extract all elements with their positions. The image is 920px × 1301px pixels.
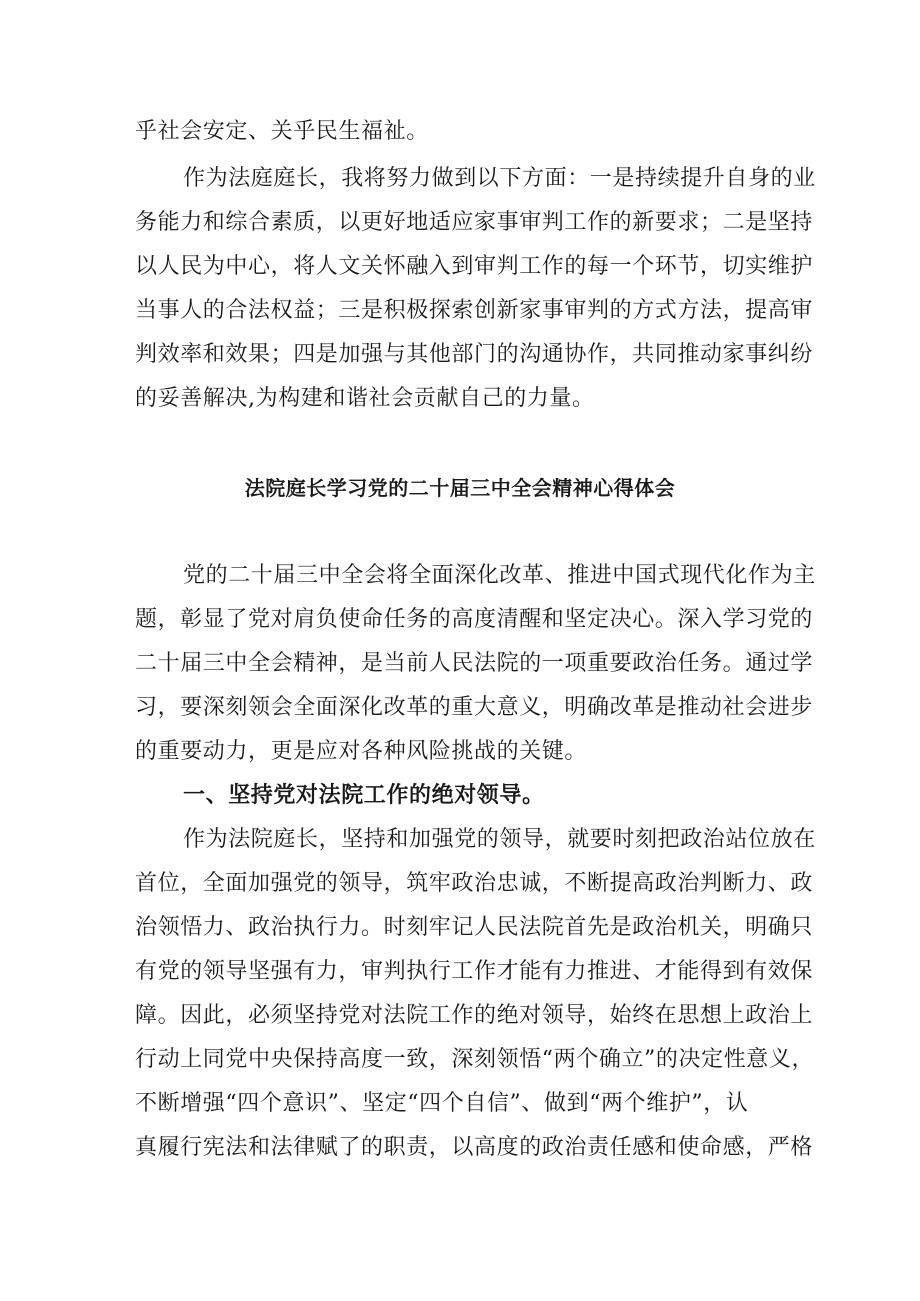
text-line: 当事人的合法权益；三是积极探索创新家事审判的方式方法，提高审 bbox=[135, 298, 814, 323]
text-line: 乎社会安定、关乎民生福祉。 bbox=[135, 119, 429, 144]
text-line: 作为法庭庭长，我将努力做到以下方面：一是持续提升自身的业 bbox=[183, 166, 816, 191]
text-line: 障。因此，必须坚持党对法院工作的绝对领导，始终在思想上政治上 bbox=[135, 1003, 814, 1028]
text-line: 有党的领导坚强有力，审判执行工作才能有力推进、才能得到有效保 bbox=[135, 959, 814, 984]
text-line: 的重要动力，更是应对各种风险挑战的关键。 bbox=[135, 739, 588, 764]
text-line: 判效率和效果；四是加强与其他部门的沟通协作，共同推动家事纠纷 bbox=[135, 342, 814, 367]
text-line: 作为法院庭长，坚持和加强党的领导，就要时刻把政治站位放在 bbox=[183, 827, 816, 852]
text-line: 习，要深刻领会全面深化改革的重大意义，明确改革是推动社会进步 bbox=[135, 695, 814, 720]
text-line: 题，彰显了党对肩负使命任务的高度清醒和坚定决心。深入学习党的 bbox=[135, 607, 814, 632]
text-line: 以人民为中心，将人文关怀融入到审判工作的每一个环节，切实维护 bbox=[135, 254, 814, 279]
text-line: 的妥善解决,为构建和谐社会贡献自己的力量。 bbox=[135, 386, 595, 411]
text-line: 首位，全面加强党的领导，筑牢政治忠诚，不断提高政治判断力、政 bbox=[135, 871, 814, 896]
section-heading: 一、坚持党对法院工作的绝对领导。 bbox=[183, 783, 545, 808]
text-line: 二十届三中全会精神，是当前人民法院的一项重要政治任务。通过学 bbox=[135, 651, 814, 676]
text-line: 党的二十届三中全会将全面深化改革、推进中国式现代化作为主 bbox=[183, 563, 816, 588]
article-title: 法院庭长学习党的二十届三中全会精神心得体会 bbox=[244, 476, 676, 500]
text-line: 真履行宪法和法律赋了的职责，以高度的政治责任感和使命感，严格 bbox=[135, 1135, 814, 1160]
text-line: 治领悟力、政治执行力。时刻牢记人民法院首先是政治机关，明确只 bbox=[135, 915, 814, 940]
text-line: 不断增强“四个意识”、坚定“四个自信”、做到“两个维护”，认 bbox=[135, 1091, 749, 1116]
text-line: 行动上同党中央保持高度一致，深刻领悟“两个确立”的决定性意义， bbox=[135, 1047, 815, 1072]
text-line: 务能力和综合素质，以更好地适应家事审判工作的新要求；二是坚持 bbox=[135, 210, 814, 235]
